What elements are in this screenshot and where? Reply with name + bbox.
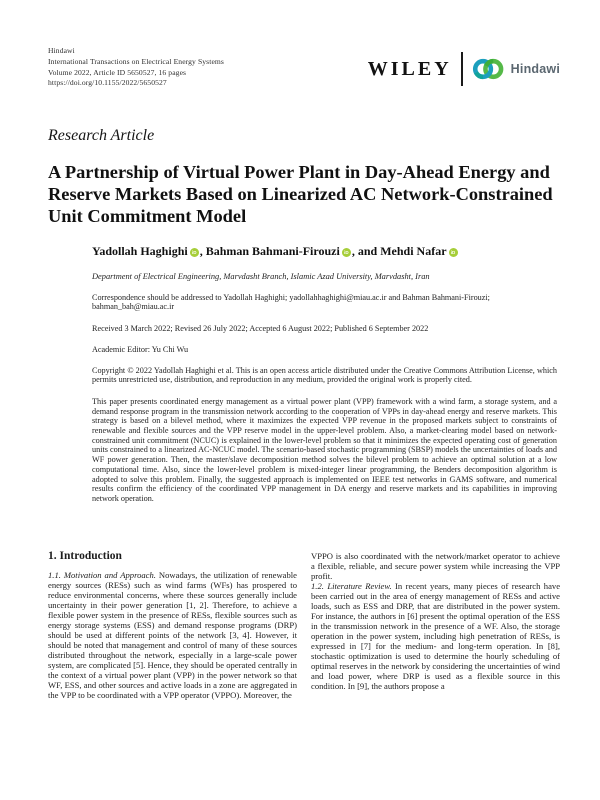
body-columns (48, 551, 560, 700)
front-matter (92, 244, 557, 504)
orcid-icon-label: iD (344, 249, 349, 255)
journal-info (48, 46, 224, 89)
section-1-2-text: In recent years, many pieces of research have been carried out in the area of energy management of RESs and active loads, such as ESS and DRP, that are distributed in the power system. For instance, the authors in [6] present the optimal operation of the ESS in the transmission network in the presence of a WF. Also, the storage operation in the power system, including high penetration of RESs, is expressed in [7] for the medium- and long-term operation. In [8], stochastic optimization is used to determine the hourly scheduling of optimal reserves in the network by considering the uncertainties of wind and load power, where DRP is used as a flexible source in this condition. In [9], the authors propose a (311, 581, 561, 691)
academic-editor-line: Academic Editor: Yu Chi Wu (92, 344, 189, 354)
affiliation-line: Department of Electrical Engineering, Marvdasht Branch, Islamic Azad University, Marvdasht, Iran (92, 272, 430, 281)
orcid-icon[interactable] (342, 248, 351, 257)
article-history-line: Received 3 March 2022; Revised 26 July 2022; Accepted 6 August 2022; Published 6 September 2022 (92, 324, 429, 334)
journal-name: International Transactions on Electrical Energy Systems (48, 56, 224, 66)
right-column-paragraph-1: VPPO is also coordinated with the network/market operator to achieve a flexible, reliable, and secure power system while increasing the VPP profit. (311, 551, 560, 581)
author-name-2: Bahman Bahmani-Firouzi (205, 244, 340, 258)
abstract-text: This paper presents coordinated energy management as a virtual power plant (VPP) framework with a wind farm, a storage system, and a demand response program in the transmission network according to the cooperation of VPPs in day-ahead energy and reserve markets. This strategy is based on a bilevel method, where it maximizes the expected VPP revenue in the proposed markets subject to constraints of renewable and flexible sources and the VPP reserve model in the upper-level problem. Also, a market-clearing model based on network-constrained unit commitment (NCUC) is explained in the lower-level problem so that it minimizes the expected operating cost of generation units constrained to a linearized AC-NCUC model. The scenario-based stochastic programming (SBSP) models the uncertainties of loads and WF power generation. Then, the master/slave decomposition method solves the bilevel problem to achieve an optimal solution at a low computational time. Also, since the lower-level problem is mixed-integer linear programming, the Benders decomposition algorithm is adopted to solve this problem. Finally, the suggested approach is implemented on IEEE test networks in GAMS software, and numerical results confirm the efficiency of the coordinated VPP management in DA energy and reserve markets and its capabilities in improving network operation. (92, 396, 557, 503)
section-1-1-label: 1.1. Motivation and Approach. (48, 570, 156, 580)
section-1-1-text: Nowadays, the utilization of renewable energy sources (RESs) such as wind farms (WFs) has prospered to reduce environmental concerns, where these sources generally include uncertainty in their power generation [1, 2]. Therefore, to achieve a flexible power system in the presence of RESs, flexible sources such as energy storage systems (ESS) and demand response programs (DRP) should be used at different points of the network [3, 4]. However, it should be noted that management and control of many of these sources distributed throughout the network, especially in a large-scale power system, are complicated [5]. Hence, they should be operated centrally in the context of a virtual power plant (VPP) in the power network so that WF, ESS, and other sources and active loads in a zone are aggregated in the VPP to be coordinated with a VPP operator (VPPO). Moreover, the (48, 570, 297, 700)
left-column (48, 551, 297, 700)
orcid-icon-label: iD (450, 249, 456, 255)
hindawi-brand (472, 55, 560, 83)
section-1-2-paragraph (311, 581, 560, 691)
volume-line: Volume 2022, Article ID 5650527, 16 pages (48, 67, 187, 77)
author-name-1: Yadollah Haghighi (92, 244, 188, 258)
page-title: A Partnership of Virtual Power Plant in Day-Ahead Energy and Reserve Markets Based on Linearized AC Network-Constrained Unit Commitment Model (48, 162, 553, 227)
section-heading-introduction: 1. Introduction (48, 550, 122, 562)
correspondence-line: Correspondence should be addressed to Yadollah Haghighi; yadollahhaghighi@miau.ac.ir and Bahman Bahmani-Firouzi; bahman_bah@miau.ac.ir (92, 292, 490, 312)
section-1-1-paragraph (48, 570, 297, 700)
right-column (311, 551, 560, 700)
article-type-label: Research Article (48, 127, 155, 144)
masthead (48, 46, 560, 89)
doi-link[interactable]: https://doi.org/10.1155/2022/5650527 (48, 78, 167, 88)
copyright-notice: Copyright © 2022 Yadollah Haghighi et al. This is an open access article distributed under the Creative Commons Attribution License, which permits unrestricted use, distribution, and reproduction in any medium, provided the original work is properly cited. (92, 365, 557, 385)
section-1-2-label: 1.2. Literature Review. (311, 581, 392, 591)
author-separator-1: , (199, 244, 206, 258)
orcid-icon-label: iD (191, 249, 197, 255)
logo-divider (461, 52, 463, 86)
hindawi-logo-icon (472, 55, 506, 83)
wiley-logo: WILEY (367, 57, 452, 80)
publisher-name: Hindawi (48, 46, 75, 55)
authors-line (92, 244, 557, 259)
publisher-brand (368, 52, 560, 86)
author-separator-2: , and (351, 244, 381, 258)
orcid-icon[interactable] (449, 248, 458, 257)
author-name-3: Mehdi Nafar (380, 244, 447, 258)
orcid-icon[interactable] (190, 248, 199, 257)
hindawi-logo-text: Hindawi (510, 62, 560, 76)
